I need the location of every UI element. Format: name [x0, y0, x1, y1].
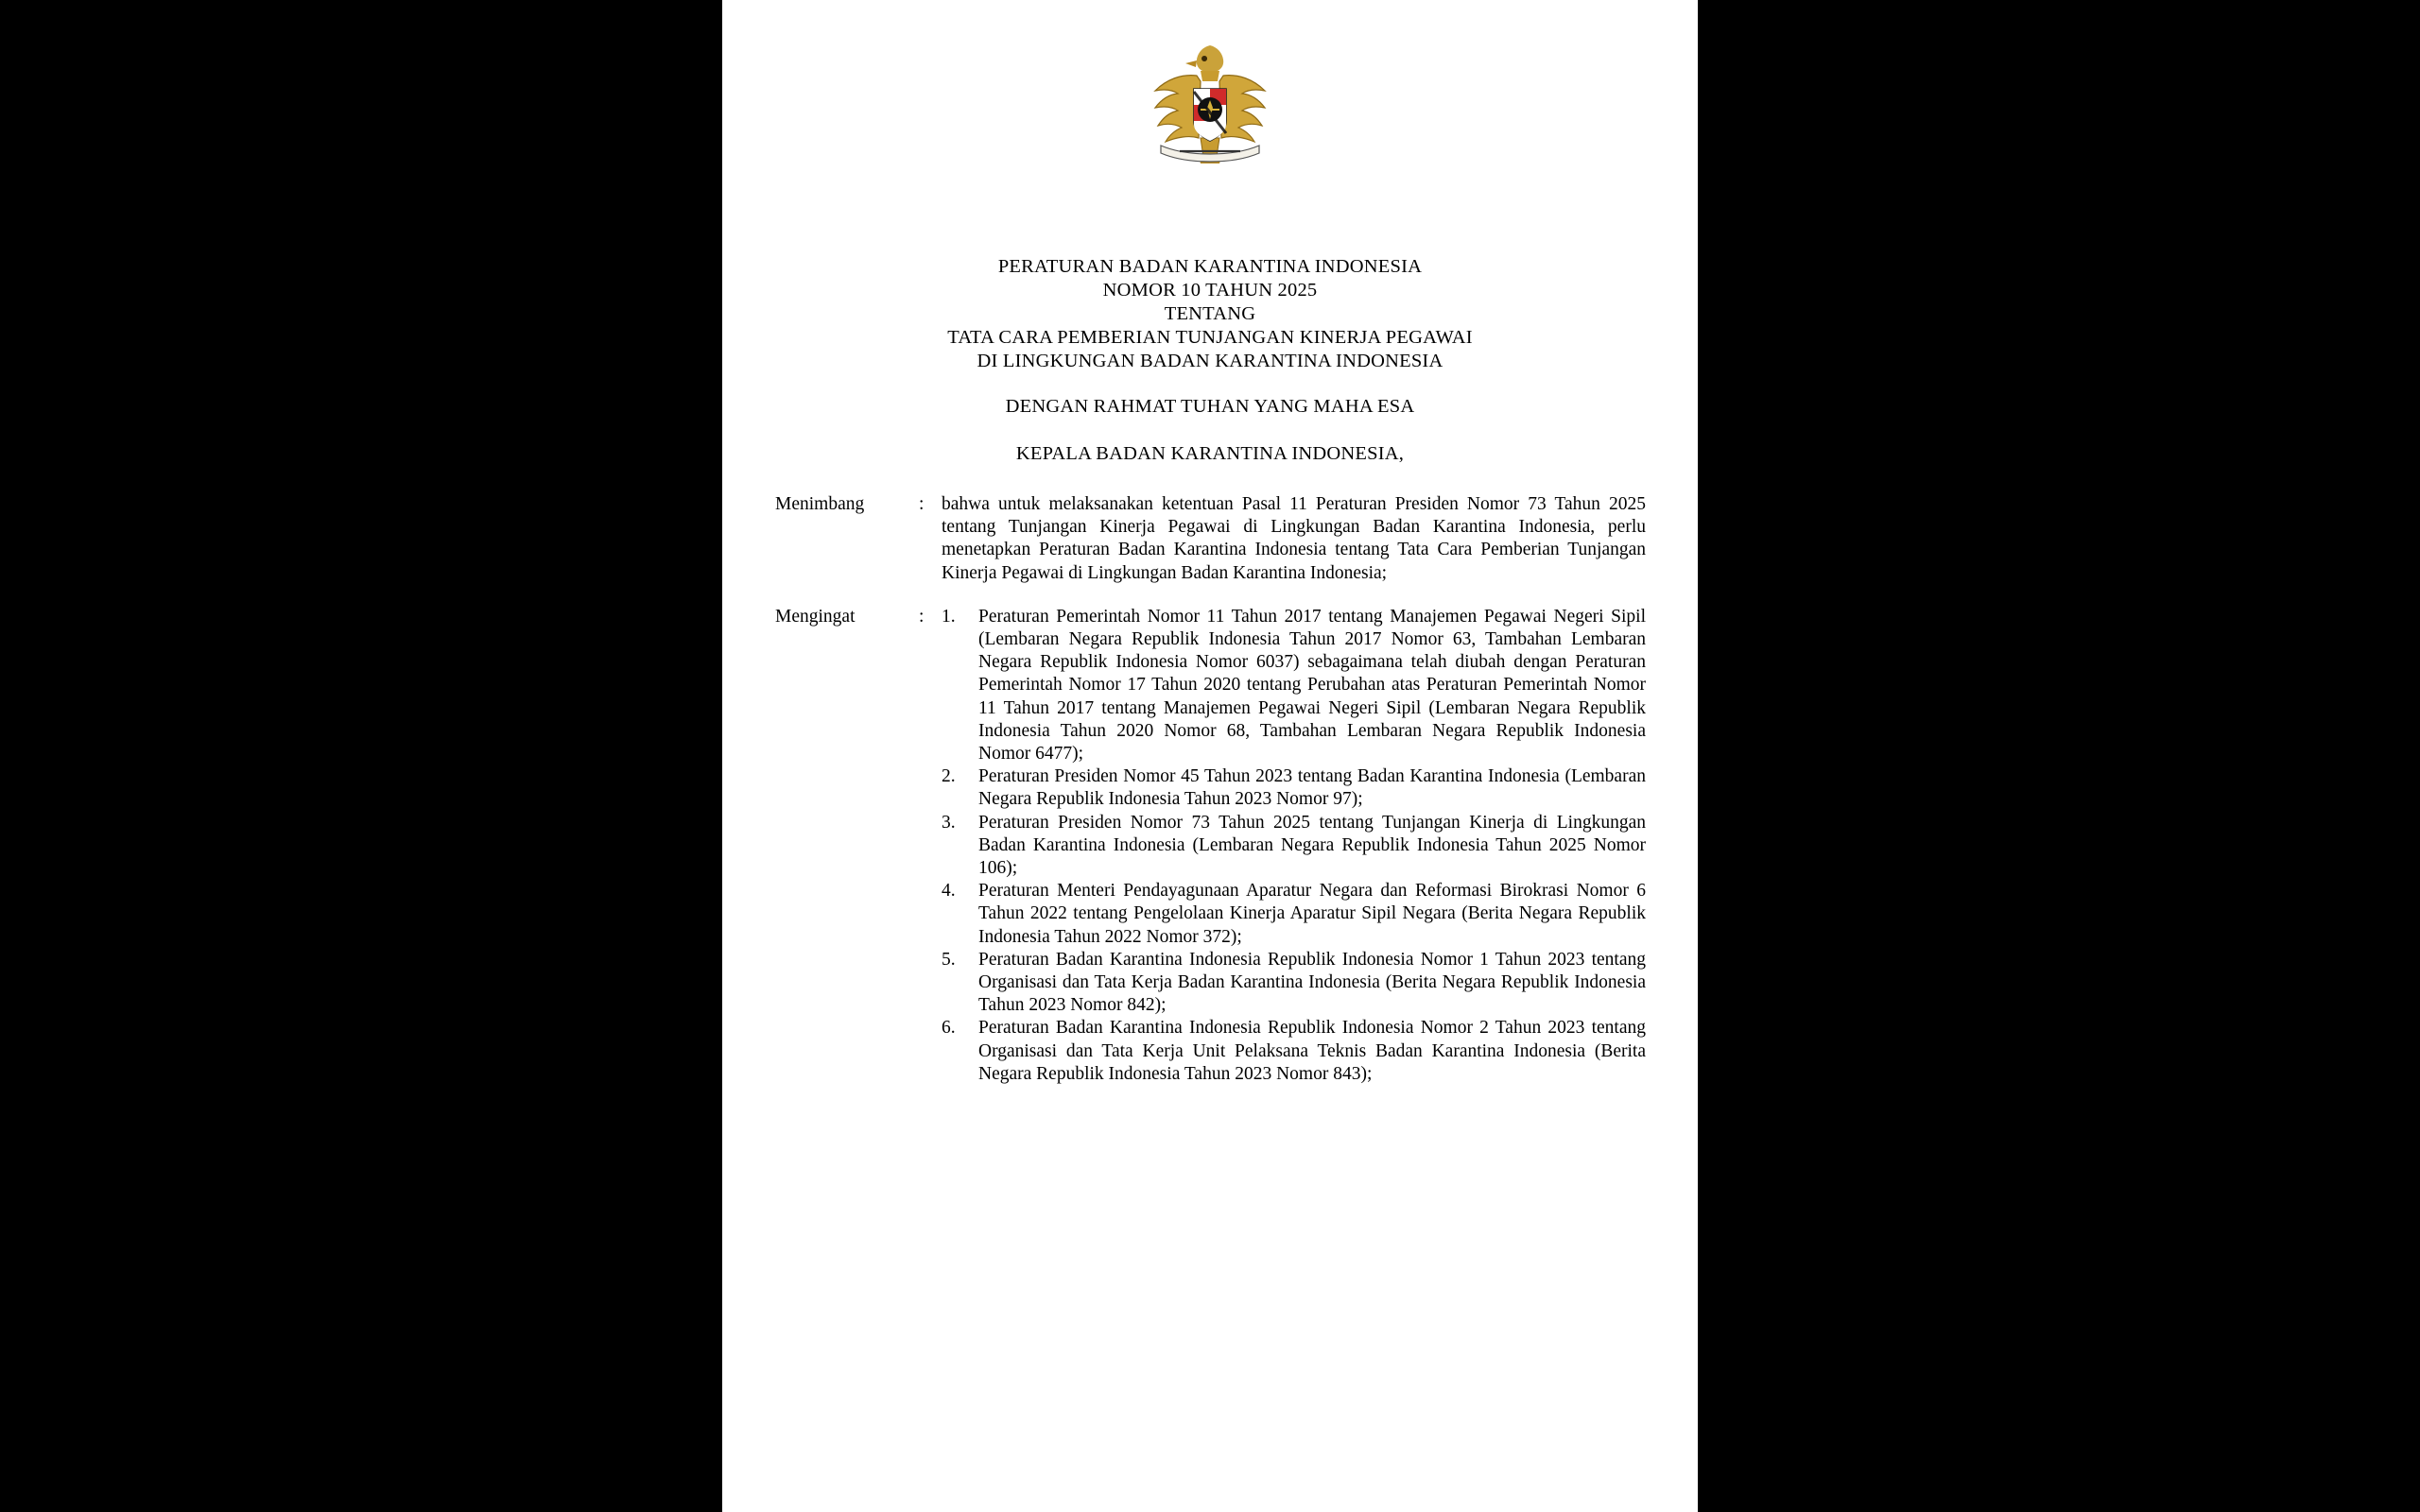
- recalling-label: Mengingat: [775, 606, 856, 627]
- list-item-text: Peraturan Pemerintah Nomor 11 Tahun 2017 tentang Manajemen Pegawai Negeri Sipil (Lembaran Negara Republik Indonesia Tahun 2017 Nomor 63, Tambahan Lembaran Negara Republik Indonesia Nomor 6037) sebagaimana telah diubah dengan Peraturan Pemerintah Nomor 17 Tahun 2020 tentang Perubahan atas Peraturan Pemerintah Nomor 11 Tahun 2017 tentang Manajemen Pegawai Negeri Sipil (Lembaran Negara Republik Indonesia Tahun 2020 Nomor 68, Tambahan Lembaran Negara Republik Indonesia Nomor 6477);: [978, 606, 1646, 765]
- list-item-number: 2.: [942, 766, 956, 787]
- recalling-list: [942, 606, 1646, 1086]
- list-item-number: 5.: [942, 949, 956, 970]
- list-item: [942, 765, 1646, 811]
- list-item-text: Peraturan Presiden Nomor 73 Tahun 2025 tentang Tunjangan Kinerja di Lingkungan Badan Karantina Indonesia (Lembaran Negara Republik Indonesia Tahun 2025 Nomor 106);: [978, 812, 1646, 879]
- title-line-5: DI LINGKUNGAN BADAN KARANTINA INDONESIA: [977, 351, 1443, 371]
- list-item-text: Peraturan Menteri Pendayagunaan Aparatur Negara dan Reformasi Birokrasi Nomor 6 Tahun 2022 tentang Pengelolaan Kinerja Aparatur Sipil Negara (Berita Negara Republik Indonesia Tahun 2022 Nomor 372);: [978, 881, 1646, 947]
- considering-colon: :: [919, 494, 925, 514]
- list-item-text: Peraturan Badan Karantina Indonesia Republik Indonesia Nomor 1 Tahun 2023 tentang Organisasi dan Tata Kerja Badan Karantina Indonesia (Berita Negara Republik Indonesia Tahun 2023 Nomor 842);: [978, 949, 1646, 1016]
- recalling-section: [722, 606, 1698, 1086]
- document-body: [722, 493, 1698, 1086]
- list-item-text: Peraturan Badan Karantina Indonesia Republik Indonesia Nomor 2 Tahun 2023 tentang Organisasi dan Tata Kerja Unit Pelaksana Teknis Badan Karantina Indonesia (Berita Negara Republik Indonesia Tahun 2023 Nomor 843);: [978, 1018, 1646, 1084]
- document-title-block: [722, 255, 1698, 466]
- blessing-line: DENGAN RAHMAT TUHAN YANG MAHA ESA: [1005, 396, 1415, 417]
- list-item-number: 6.: [942, 1018, 956, 1039]
- title-line-1: PERATURAN BADAN KARANTINA INDONESIA: [997, 256, 1423, 277]
- considering-section: [722, 493, 1698, 585]
- list-item: [942, 606, 1646, 765]
- considering-text: bahwa untuk melaksanakan ketentuan Pasal 11 Peraturan Presiden Nomor 73 Tahun 2025 tentang Tunjangan Kinerja Pegawai di Lingkungan Badan Karantina Indonesia, perlu menetapkan Peraturan Badan Karantina Indonesia tentang Tata Cara Pemberian Tunjangan Kinerja Pegawai di Lingkungan Badan Karantina Indonesia;: [942, 494, 1646, 583]
- list-item-number: 4.: [942, 881, 956, 902]
- title-line-2: NOMOR 10 TAHUN 2025: [1102, 280, 1318, 301]
- list-item-text: Peraturan Presiden Nomor 45 Tahun 2023 tentang Badan Karantina Indonesia (Lembaran Negara Republik Indonesia Tahun 2023 Nomor 97);: [978, 766, 1646, 810]
- list-item: [942, 1017, 1646, 1086]
- list-item: [942, 949, 1646, 1018]
- emblem-container: [722, 40, 1698, 172]
- list-item-number: 1.: [942, 606, 956, 627]
- list-item: [942, 880, 1646, 949]
- garuda-pancasila-emblem: [1138, 40, 1282, 172]
- issuer-line: KEPALA BADAN KARANTINA INDONESIA,: [1015, 443, 1405, 464]
- considering-label: Menimbang: [775, 494, 865, 514]
- list-item-number: 3.: [942, 812, 956, 833]
- recalling-colon: :: [919, 606, 925, 627]
- list-item: [942, 812, 1646, 881]
- title-line-3: TENTANG: [1164, 303, 1256, 324]
- document-page: [722, 0, 1698, 1512]
- title-line-4: TATA CARA PEMBERIAN TUNJANGAN KINERJA PEGAWAI: [947, 327, 1473, 348]
